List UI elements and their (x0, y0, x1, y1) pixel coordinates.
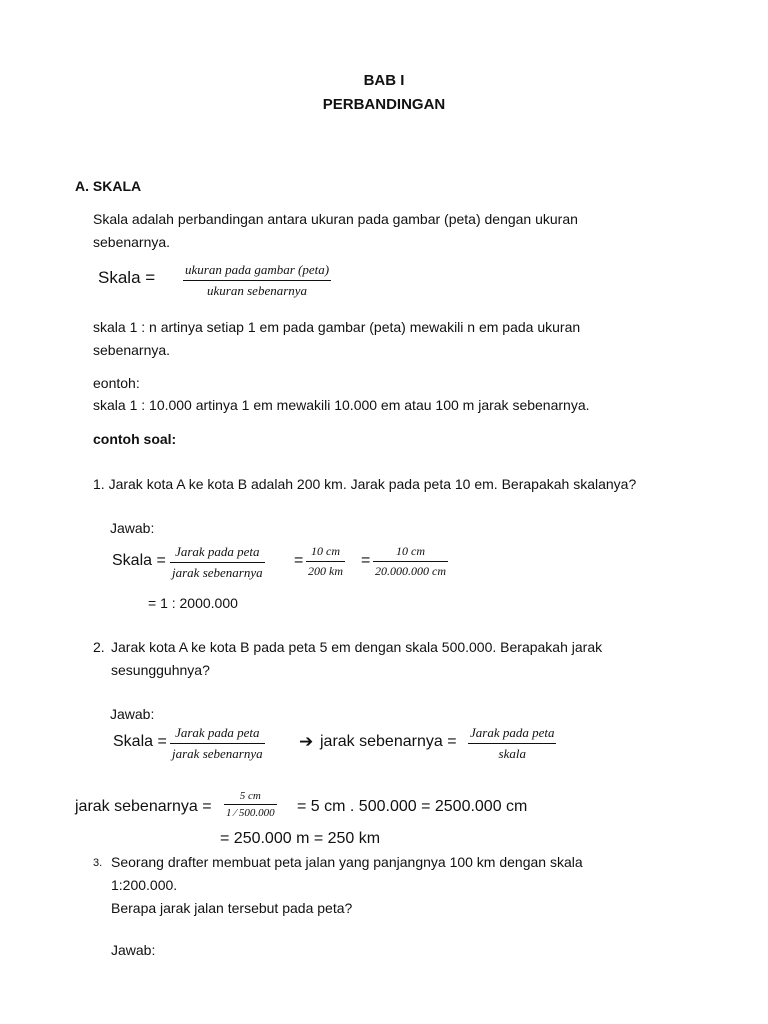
definition-line-2: sebenarnya. (93, 234, 171, 250)
formula-numerator: ukuran pada gambar (peta) (185, 262, 330, 277)
calc-rhs: = 5 cm . 500.000 = 2500.000 cm (297, 798, 528, 815)
formula-fraction (183, 262, 331, 299)
fraction-denominator: jarak sebenarnya (170, 743, 265, 762)
problem-3-answer-label: Jawab: (111, 942, 156, 958)
note-line-1: skala 1 : n artinya setiap 1 em pada gambar (peta) mewakili n em pada ukuran (93, 319, 581, 335)
problem-1-fraction-3 (373, 544, 448, 579)
example-label: eontoh: (93, 375, 140, 391)
formula-denominator: ukuran sebenarnya (183, 280, 331, 299)
page-title: PERBANDINGAN (322, 96, 446, 113)
arrow-icon: ➔ (299, 732, 314, 751)
equals-sign: = (294, 552, 304, 569)
fraction-denominator: skala (468, 743, 556, 762)
problem-1-fraction-2 (306, 544, 345, 579)
fraction-denominator: jarak sebenarnya (170, 562, 265, 581)
problem-2-number: 2. (93, 639, 105, 655)
calc-line-2: = 250.000 m = 250 km (220, 830, 381, 847)
problem-3-line-2: 1:200.000. (111, 877, 178, 893)
section-heading: A. SKALA (75, 178, 142, 194)
fraction-numerator: 5 cm (239, 790, 261, 802)
formula-lhs: Skala = (98, 268, 156, 287)
problem-2-fraction-2 (468, 725, 556, 762)
note-line-2: sebenarnya. (93, 342, 171, 358)
problem-2-mid: jarak sebenarnya = (320, 733, 457, 750)
problems-heading: contoh soal: (93, 431, 177, 447)
problem-2-fraction-1 (170, 725, 265, 762)
fraction-numerator: Jarak pada peta (470, 725, 555, 740)
problem-3-line-3: Berapa jarak jalan tersebut pada peta? (111, 900, 353, 916)
equals-sign: = (361, 552, 371, 569)
fraction-denominator: 200 km (306, 561, 345, 579)
problem-2-line-1: Jarak kota A ke kota B pada peta 5 em dengan skala 500.000. Berapakah jarak (111, 639, 603, 655)
problem-1-text: 1. Jarak kota A ke kota B adalah 200 km. Jarak pada peta 10 em. Berapakah skalanya? (93, 476, 637, 492)
problem-1-answer-label: Jawab: (110, 520, 155, 536)
problem-2-line-2: sesungguhnya? (111, 662, 210, 678)
fraction-numerator: Jarak pada peta (175, 544, 260, 559)
definition-line-1: Skala adalah perbandingan antara ukuran pada gambar (peta) dengan ukuran (93, 211, 578, 227)
fraction-denominator: 1 ⁄ 500.000 (224, 804, 277, 819)
problem-1-result: = 1 : 2000.000 (148, 595, 238, 611)
problem-1-fraction-1 (170, 544, 265, 581)
problem-2-lhs: Skala = (113, 733, 167, 750)
problem-3-number: 3. (93, 857, 103, 869)
fraction-numerator: 10 cm (396, 544, 425, 558)
fraction-numerator: 10 cm (311, 544, 340, 558)
calc-fraction (224, 790, 277, 819)
chapter-label: BAB I (363, 72, 405, 89)
problem-2-answer-label: Jawab: (110, 706, 155, 722)
problem-1-lhs: Skala = (112, 552, 166, 569)
problem-3-line-1: Seorang drafter membuat peta jalan yang panjangnya 100 km dengan skala (111, 854, 583, 870)
fraction-denominator: 20.000.000 cm (373, 561, 448, 579)
fraction-numerator: Jarak pada peta (175, 725, 260, 740)
calc-lhs: jarak sebenarnya = (75, 798, 212, 815)
example-text: skala 1 : 10.000 artinya 1 em mewakili 10.000 em atau 100 m jarak sebenarnya. (93, 397, 590, 413)
